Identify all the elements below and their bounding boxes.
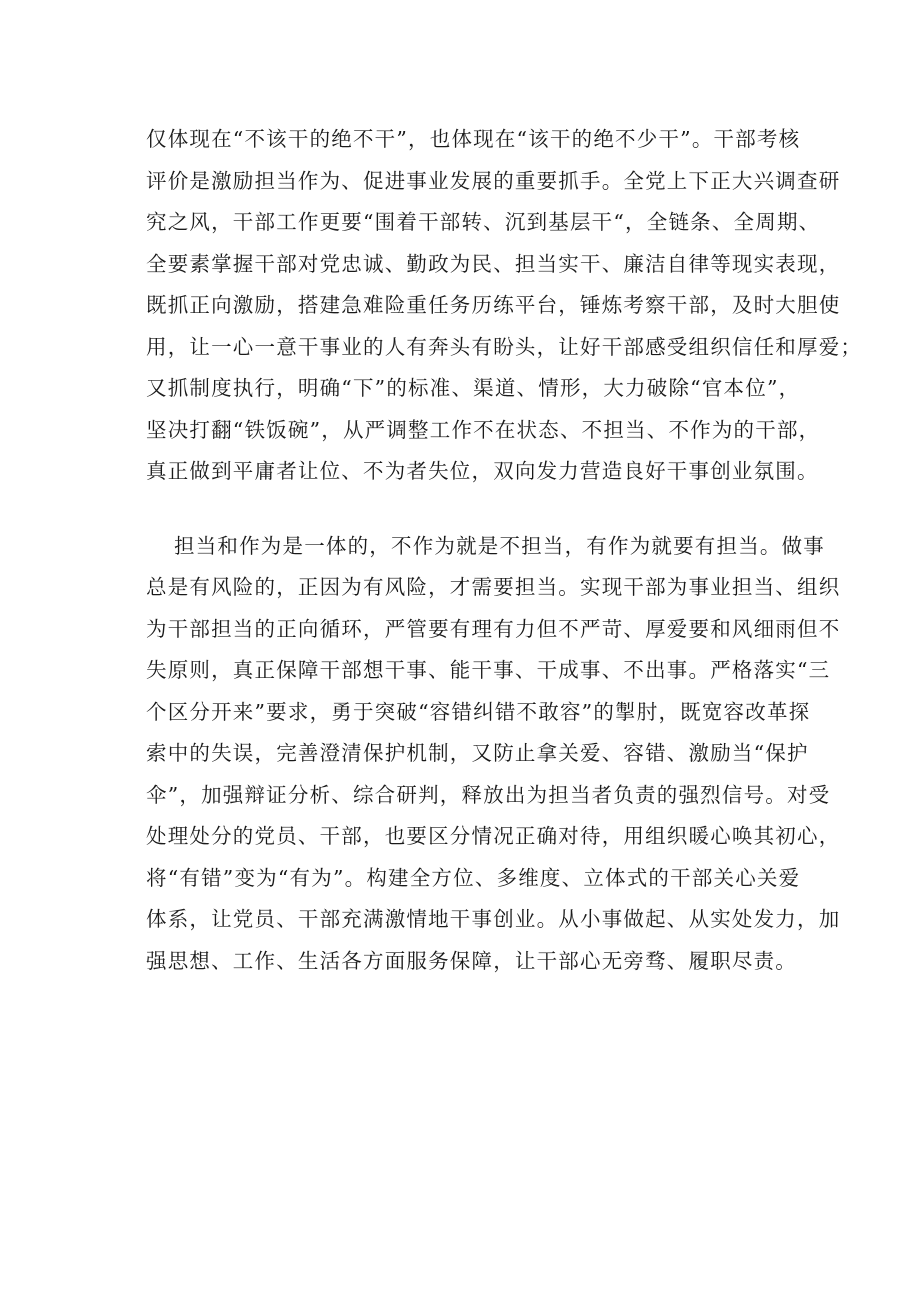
text-line: 将“有错”变为“有为”。构建全方位、多维度、立体式的干部关心关爱 — [146, 865, 801, 890]
text-line: 为干部担当的正向循环，严管要有理有力但不严苛、厚爱要和风细雨但不 — [146, 616, 841, 641]
text-line: 真正做到平庸者让位、不为者失位，双向发力营造良好干事创业氛围。 — [146, 459, 819, 483]
text-line: 用，让一心一意干事业的人有奔头有盼头，让好干部感受组织信任和厚爱； — [146, 334, 863, 359]
text-line: 处理处分的党员、干部，也要区分情况正确对待，用组织暖心唤其初心， — [146, 824, 841, 848]
text-line: 仅体现在“不该干的绝不干”，也体现在“该干的绝不少干”。干部考核 — [146, 127, 801, 151]
paragraph-2 — [146, 526, 841, 983]
paragraph-spacer — [146, 493, 792, 526]
text-line: 究之风，干部工作更要“围着干部转、沉到基层干“，全链条、全周期、 — [146, 210, 821, 234]
text-line: 既抓正向激励，搭建急难险重任务历练平台，锤炼考察干部，及时大胆使 — [146, 293, 841, 317]
paragraph-1 — [146, 119, 863, 493]
document-body — [146, 119, 863, 982]
text-line: 又抓制度执行，明确“下”的标准、渠道、情形，大力破除“官本位”， — [146, 376, 801, 400]
text-line: 坚决打翻“铁饭碗”，从严调整工作不在状态、不担当、不作为的干部， — [146, 417, 821, 442]
text-line: 个区分开来”要求，勇于突破“容错纠错不敢容”的掣肘，既宽容改革探 — [146, 699, 811, 724]
text-line: 体系，让党员、干部充满激情地干事创业。从小事做起、从实处发力，加 — [146, 907, 841, 931]
text-line: 失原则，真正保障干部想干事、能干事、干成事、不出事。严格落实“三 — [146, 658, 831, 682]
text-line: 全要素掌握干部对党忠诚、勤政为民、担当实干、廉洁自律等现实表现， — [146, 251, 841, 276]
text-line: 伞”，加强辩证分析、综合研判，释放出为担当者负责的强烈信号。对受 — [146, 782, 831, 807]
text-line: 评价是激励担当作为、促进事业发展的重要抓手。全党上下正大兴调查研 — [146, 168, 841, 193]
text-line: 总是有风险的，正因为有风险，才需要担当。实现干部为事业担当、组织 — [146, 575, 841, 599]
text-line: 索中的失误，完善澄清保护机制，又防止拿关爱、容错、激励当“保护 — [146, 741, 809, 765]
text-line: 强思想、工作、生活各方面服务保障，让干部心无旁骛、履职尽责。 — [146, 948, 797, 973]
text-line: 担当和作为是一体的，不作为就是不担当，有作为就要有担当。做事 — [174, 533, 825, 558]
